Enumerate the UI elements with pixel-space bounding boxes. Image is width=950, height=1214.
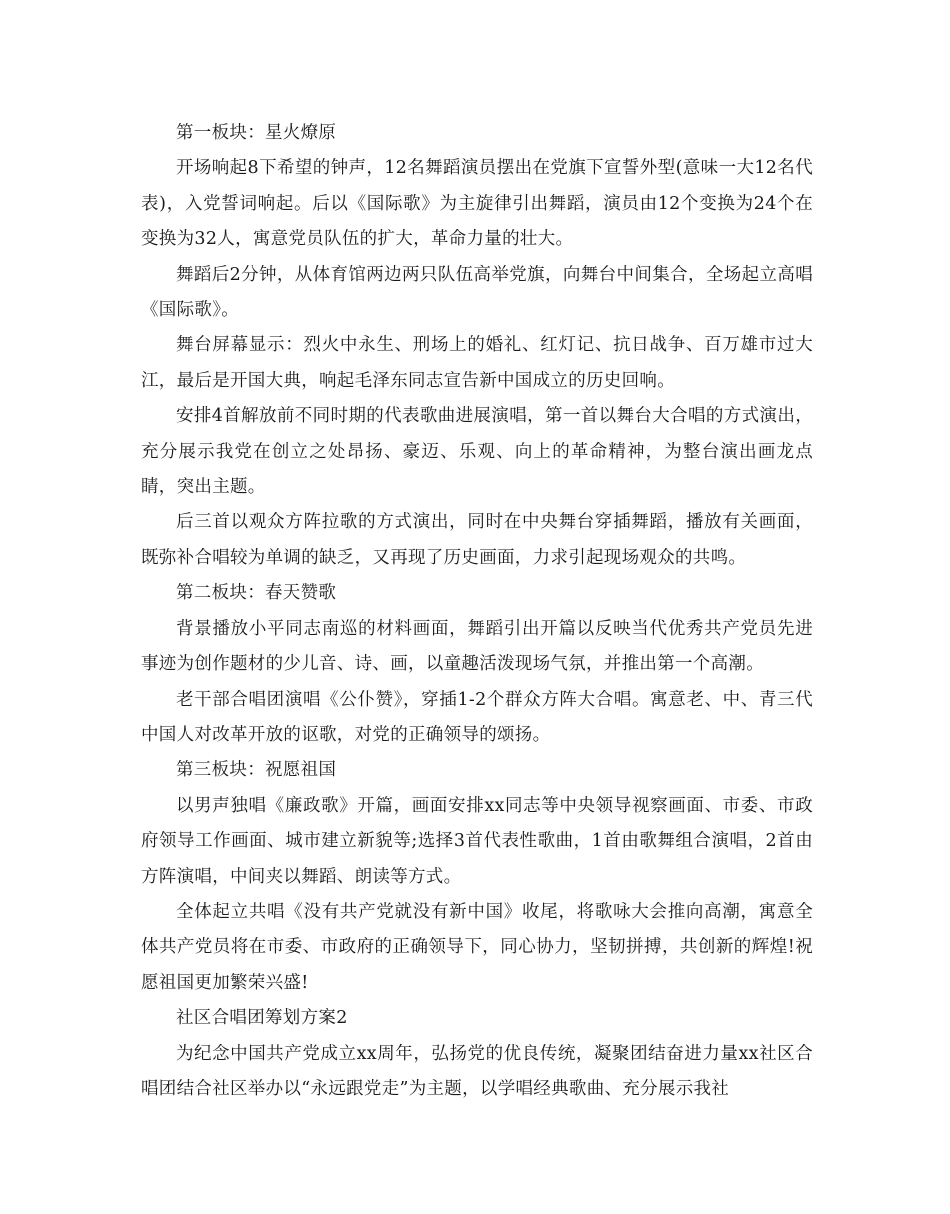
paragraph: 为纪念中国共产党成立xx周年，弘扬党的优良传统，凝聚团结奋进力量xx社区合唱团结合社区举办以“永远跟党走”为主题，以学唱经典歌曲、充分展示我社 <box>141 1043 813 1099</box>
paragraph: 舞蹈后2分钟，从体育馆两边两只队伍高举党旗，向舞台中间集合，全场起立高唱《国际歌》。 <box>141 264 813 321</box>
paragraph: 以男声独唱《廉政歌》开篇，画面安排xx同志等中央领导视察画面、市委、市政府领导工作画面、城市建立新貌等;选择3首代表性歌曲，1首由歌舞组合演唱，2首由方阵演唱，中间夹以舞蹈、朗读等方式。 <box>141 795 813 887</box>
paragraph: 后三首以观众方阵拉歌的方式演出，同时在中央舞台穿插舞蹈，播放有关画面，既弥补合唱较为单调的缺乏，又再现了历史画面，力求引起现场观众的共鸣。 <box>141 512 813 568</box>
paragraph: 背景播放小平同志南巡的材料画面，舞蹈引出开篇以反映当代优秀共产党员先进事迹为创作题材的少儿音、诗、画，以童趣活泼现场气氛，并推出第一个高潮。 <box>141 618 813 675</box>
section-heading-1: 第一板块：星火燎原 <box>176 123 337 143</box>
paragraph: 舞台屏幕显示：烈火中永生、刑场上的婚礼、红灯记、抗日战争、百万雄市过大江，最后是开国大典，响起毛泽东同志宣告新中国成立的历史回响。 <box>141 335 813 391</box>
paragraph: 老干部合唱团演唱《公仆赞》，穿插1-2个群众方阵大合唱。寓意老、中、青三代中国人对改革开放的讴歌，对党的正确领导的颂扬。 <box>141 689 813 745</box>
section-heading-2: 第二板块：春天赞歌 <box>176 583 337 604</box>
paragraph: 全体起立共唱《没有共产党就没有新中国》收尾，将歌咏大会推向高潮，寓意全体共产党员将在市委、市政府的正确领导下，同心协力，坚韧拼搏，共创新的辉煌!祝愿祖国更加繁荣兴盛! <box>141 901 813 993</box>
section-heading-3: 第三板块：祝愿祖国 <box>176 760 337 781</box>
document-body <box>141 116 813 1107</box>
paragraph: 安排4首解放前不同时期的代表歌曲进展演唱，第一首以舞台大合唱的方式演出，充分展示我党在创立之处昂扬、豪迈、乐观、向上的革命精神，为整台演出画龙点睛，突出主题。 <box>141 406 813 498</box>
plan-heading: 社区合唱团筹划方案2 <box>176 1008 348 1029</box>
paragraph: 开场响起8下希望的钟声，12名舞蹈演员摆出在党旗下宣誓外型(意味一大12名代表)，入党誓词响起。后以《国际歌》为主旋律引出舞蹈，演员由12个变换为24个在变换为32人，寓意党员队伍的扩大，革命力量的壮大。 <box>141 158 813 250</box>
